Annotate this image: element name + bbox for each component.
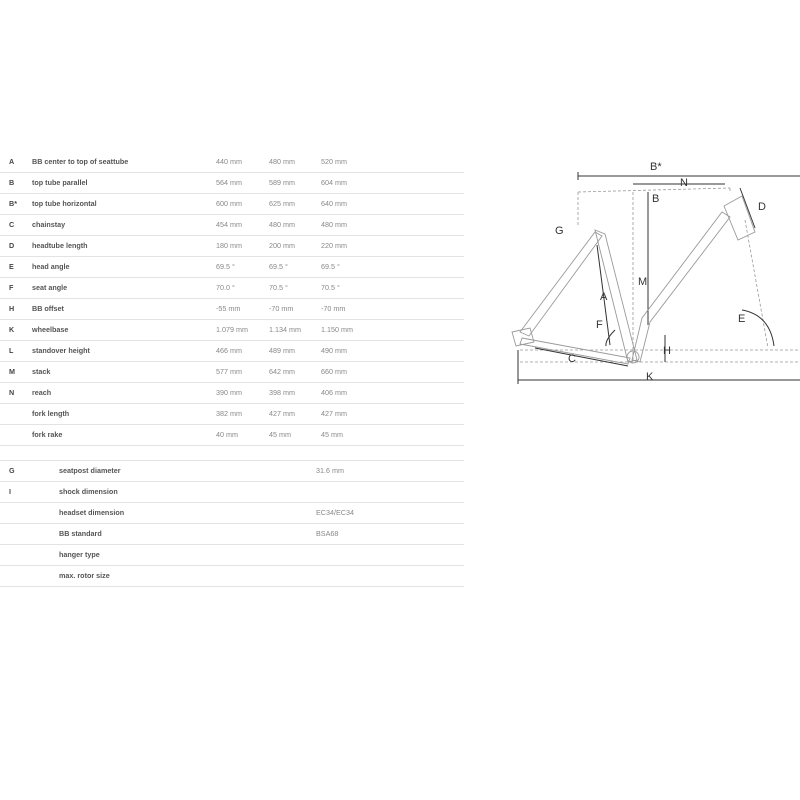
geometry-label: BB offset bbox=[32, 304, 64, 313]
spec-code: G bbox=[9, 466, 15, 475]
label-g: G bbox=[555, 225, 564, 237]
spec-row bbox=[0, 566, 464, 587]
geometry-value-size-3: 45 mm bbox=[321, 430, 343, 439]
geometry-value-size-1: 382 mm bbox=[216, 409, 242, 418]
geometry-code: B bbox=[9, 178, 15, 187]
geometry-row bbox=[0, 320, 464, 341]
geometry-value-size-3: 640 mm bbox=[321, 199, 347, 208]
spec-label: BB standard bbox=[59, 529, 102, 538]
geometry-row bbox=[0, 383, 464, 404]
geometry-label: headtube length bbox=[32, 241, 88, 250]
geometry-row bbox=[0, 257, 464, 278]
geometry-code: K bbox=[9, 325, 15, 334]
geometry-label: chainstay bbox=[32, 220, 66, 229]
geometry-label: top tube parallel bbox=[32, 178, 88, 187]
geometry-row bbox=[0, 215, 464, 236]
geometry-label: fork length bbox=[32, 409, 70, 418]
geometry-value-size-3: 1.150 mm bbox=[321, 325, 353, 334]
geometry-value-size-3: -70 mm bbox=[321, 304, 346, 313]
spec-label: shock dimension bbox=[59, 487, 118, 496]
geometry-value-size-1: 1.079 mm bbox=[216, 325, 248, 334]
geometry-value-size-3: 604 mm bbox=[321, 178, 347, 187]
spec-label: hanger type bbox=[59, 550, 100, 559]
geometry-code: M bbox=[9, 367, 15, 376]
label-f: F bbox=[596, 319, 603, 331]
geometry-table bbox=[0, 152, 464, 446]
geometry-value-size-2: 70.5 ° bbox=[269, 283, 288, 292]
geometry-row bbox=[0, 341, 464, 362]
geometry-row bbox=[0, 236, 464, 257]
geometry-row bbox=[0, 194, 464, 215]
geometry-code: D bbox=[9, 241, 15, 250]
geometry-value-size-2: -70 mm bbox=[269, 304, 294, 313]
geometry-row bbox=[0, 362, 464, 383]
geometry-value-size-2: 480 mm bbox=[269, 220, 295, 229]
spec-value: BSA68 bbox=[316, 529, 339, 538]
spec-label: headset dimension bbox=[59, 508, 125, 517]
geometry-row bbox=[0, 299, 464, 320]
label-m: M bbox=[638, 276, 648, 288]
geometry-code: E bbox=[9, 262, 14, 271]
geometry-label: reach bbox=[32, 388, 52, 397]
geometry-code: A bbox=[9, 157, 15, 166]
geometry-value-size-2: 642 mm bbox=[269, 367, 295, 376]
geometry-code: F bbox=[9, 283, 14, 292]
spec-label: max. rotor size bbox=[59, 571, 110, 580]
geometry-row bbox=[0, 425, 464, 446]
spec-row bbox=[0, 460, 464, 482]
geometry-label: stack bbox=[32, 367, 51, 376]
label-bstar: B* bbox=[650, 161, 662, 173]
geometry-row bbox=[0, 173, 464, 194]
spec-row bbox=[0, 524, 464, 545]
geometry-code: C bbox=[9, 220, 15, 229]
geometry-value-size-3: 220 mm bbox=[321, 241, 347, 250]
geometry-value-size-1: 390 mm bbox=[216, 388, 242, 397]
geometry-value-size-2: 398 mm bbox=[269, 388, 295, 397]
spec-row bbox=[0, 503, 464, 524]
geometry-value-size-1: 564 mm bbox=[216, 178, 242, 187]
guide-lines bbox=[520, 188, 800, 362]
geometry-value-size-1: 577 mm bbox=[216, 367, 242, 376]
geometry-label: fork rake bbox=[32, 430, 63, 439]
geometry-value-size-2: 625 mm bbox=[269, 199, 295, 208]
geometry-label: top tube horizontal bbox=[32, 199, 97, 208]
geometry-value-size-3: 427 mm bbox=[321, 409, 347, 418]
geometry-value-size-2: 589 mm bbox=[269, 178, 295, 187]
geometry-value-size-1: 454 mm bbox=[216, 220, 242, 229]
geometry-code: N bbox=[9, 388, 15, 397]
geometry-label: wheelbase bbox=[32, 325, 69, 334]
spec-code: I bbox=[9, 487, 11, 496]
spec-table bbox=[0, 460, 464, 587]
geometry-value-size-2: 480 mm bbox=[269, 157, 295, 166]
geometry-value-size-3: 70.5 ° bbox=[321, 283, 340, 292]
geometry-value-size-3: 69.5 ° bbox=[321, 262, 340, 271]
frame-geometry-diagram bbox=[500, 150, 800, 395]
geometry-value-size-2: 200 mm bbox=[269, 241, 295, 250]
geometry-value-size-1: 466 mm bbox=[216, 346, 242, 355]
geometry-code: L bbox=[9, 346, 14, 355]
label-k: K bbox=[646, 371, 654, 383]
geometry-value-size-1: 180 mm bbox=[216, 241, 242, 250]
spec-value: EC34/EC34 bbox=[316, 508, 354, 517]
label-a: A bbox=[600, 291, 608, 303]
spec-row bbox=[0, 482, 464, 503]
geometry-label: standover height bbox=[32, 346, 90, 355]
geometry-value-size-2: 427 mm bbox=[269, 409, 295, 418]
label-d: D bbox=[758, 201, 766, 213]
spec-value: 31.6 mm bbox=[316, 466, 344, 475]
frame-outline bbox=[512, 196, 755, 364]
geometry-value-size-1: -55 mm bbox=[216, 304, 241, 313]
geometry-code: H bbox=[9, 304, 15, 313]
geometry-code: B* bbox=[9, 199, 17, 208]
geometry-label: head angle bbox=[32, 262, 70, 271]
geometry-value-size-2: 45 mm bbox=[269, 430, 291, 439]
geometry-value-size-1: 69.5 ° bbox=[216, 262, 235, 271]
geometry-value-size-3: 660 mm bbox=[321, 367, 347, 376]
label-b: B bbox=[652, 193, 660, 205]
label-h: H bbox=[663, 345, 671, 357]
geometry-value-size-1: 40 mm bbox=[216, 430, 238, 439]
label-n: N bbox=[680, 177, 688, 189]
geometry-value-size-1: 440 mm bbox=[216, 157, 242, 166]
geometry-value-size-1: 600 mm bbox=[216, 199, 242, 208]
geometry-value-size-1: 70.0 ° bbox=[216, 283, 235, 292]
geometry-value-size-2: 69.5 ° bbox=[269, 262, 288, 271]
geometry-row bbox=[0, 152, 464, 173]
geometry-label: BB center to top of seattube bbox=[32, 157, 129, 166]
geometry-value-size-3: 406 mm bbox=[321, 388, 347, 397]
geometry-value-size-2: 1.134 mm bbox=[269, 325, 301, 334]
label-e: E bbox=[738, 313, 746, 325]
geometry-value-size-3: 520 mm bbox=[321, 157, 347, 166]
geometry-row bbox=[0, 278, 464, 299]
label-c: C bbox=[568, 353, 576, 365]
geometry-value-size-3: 490 mm bbox=[321, 346, 347, 355]
geometry-value-size-2: 489 mm bbox=[269, 346, 295, 355]
spec-row bbox=[0, 545, 464, 566]
geometry-label: seat angle bbox=[32, 283, 68, 292]
geometry-row bbox=[0, 404, 464, 425]
spec-label: seatpost diameter bbox=[59, 466, 121, 475]
geometry-value-size-3: 480 mm bbox=[321, 220, 347, 229]
